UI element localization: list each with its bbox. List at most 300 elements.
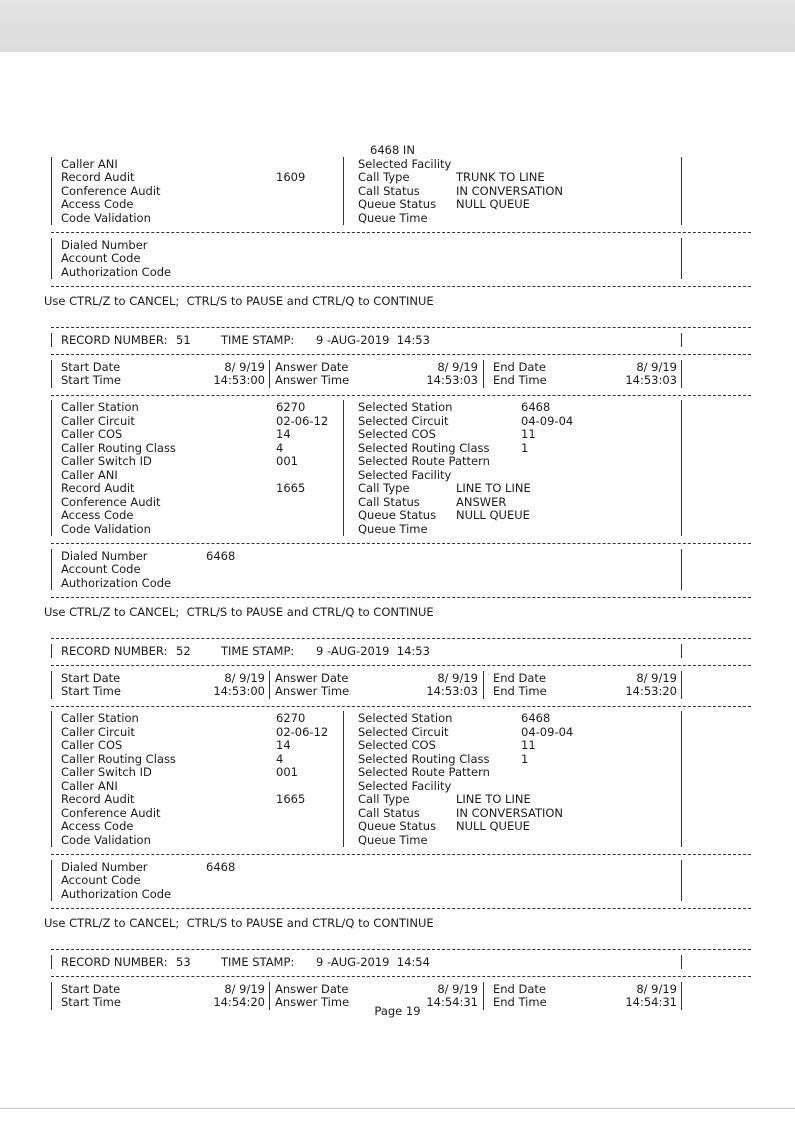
column-separator bbox=[681, 887, 682, 902]
answer-date-label: Answer Date bbox=[275, 981, 349, 996]
selected-facility-label: Selected Facility bbox=[358, 467, 452, 482]
selected-facility-label: Selected Facility bbox=[358, 778, 452, 793]
answer-time-label: Answer Time bbox=[275, 373, 350, 387]
record-number-label: RECORD NUMBER: bbox=[61, 954, 168, 969]
column-separator bbox=[343, 725, 344, 740]
column-separator bbox=[51, 414, 52, 429]
record-line bbox=[51, 726, 751, 740]
column-separator bbox=[343, 819, 344, 834]
column-separator bbox=[51, 549, 52, 564]
column-separator bbox=[681, 373, 682, 388]
column-separator bbox=[343, 211, 344, 226]
column-separator bbox=[681, 752, 682, 767]
answer-date-value: 8/ 9/19 bbox=[437, 981, 478, 996]
call-type-value: TRUNK TO LINE bbox=[456, 170, 545, 184]
record-audit-value: 1665 bbox=[276, 481, 306, 495]
dashed-rule bbox=[51, 279, 751, 293]
column-separator bbox=[343, 752, 344, 767]
column-separator bbox=[681, 238, 682, 253]
record-line bbox=[51, 239, 751, 253]
record-line bbox=[51, 712, 751, 726]
end-time-value: 14:54:31 bbox=[625, 995, 677, 1009]
column-separator bbox=[343, 806, 344, 821]
record-number-value: 53 bbox=[176, 954, 191, 969]
column-separator bbox=[681, 873, 682, 888]
end-date-label: End Date bbox=[493, 981, 546, 996]
selected-cos-label: Selected COS bbox=[358, 427, 436, 441]
call-status-value: ANSWER bbox=[456, 494, 507, 509]
selected-route-pattern-label: Selected Route Pattern bbox=[358, 454, 490, 468]
call-type-value: LINE TO LINE bbox=[456, 481, 531, 495]
queue-status-value: NULL QUEUE bbox=[456, 508, 530, 522]
caller-station-label: Caller Station bbox=[61, 711, 139, 725]
column-separator bbox=[51, 860, 52, 875]
answer-date-value: 8/ 9/19 bbox=[437, 670, 478, 685]
dialed-number-label: Dialed Number bbox=[61, 237, 148, 252]
time-stamp-label: TIME STAMP: bbox=[221, 332, 295, 347]
column-separator bbox=[681, 197, 682, 212]
selected-cos-label: Selected COS bbox=[358, 738, 436, 752]
start-time-value: 14:54:20 bbox=[213, 995, 265, 1009]
selected-circuit-label: Selected Circuit bbox=[358, 724, 449, 739]
conference-audit-label: Conference Audit bbox=[61, 494, 161, 509]
column-separator bbox=[51, 197, 52, 212]
end-time-label: End Time bbox=[493, 373, 547, 387]
call-record-block bbox=[44, 320, 751, 619]
column-separator bbox=[269, 684, 270, 699]
column-separator bbox=[51, 752, 52, 767]
time-stamp-label: TIME STAMP: bbox=[221, 954, 295, 969]
column-separator bbox=[681, 833, 682, 848]
column-separator bbox=[681, 549, 682, 564]
dashed-rule bbox=[51, 901, 751, 915]
column-separator bbox=[343, 495, 344, 510]
column-separator bbox=[681, 792, 682, 807]
column-separator bbox=[269, 671, 270, 686]
column-separator bbox=[681, 481, 682, 496]
column-separator bbox=[681, 251, 682, 266]
column-separator bbox=[51, 441, 52, 456]
column-separator bbox=[51, 454, 52, 469]
column-separator bbox=[51, 238, 52, 253]
column-separator bbox=[51, 833, 52, 848]
queue-status-value: NULL QUEUE bbox=[456, 197, 530, 211]
column-separator bbox=[51, 982, 52, 997]
record-line bbox=[51, 469, 751, 483]
record-line bbox=[51, 415, 751, 429]
time-stamp-label: TIME STAMP: bbox=[221, 643, 295, 658]
record-line bbox=[51, 793, 751, 807]
record-line bbox=[51, 171, 751, 185]
record-audit-label: Record Audit bbox=[61, 170, 135, 184]
column-separator bbox=[681, 360, 682, 375]
end-date-label: End Date bbox=[493, 359, 546, 374]
column-separator bbox=[51, 765, 52, 780]
dashed-rule bbox=[51, 699, 751, 713]
column-separator bbox=[51, 711, 52, 726]
record-line bbox=[51, 983, 751, 997]
selected-route-pattern-label: Selected Route Pattern bbox=[358, 765, 490, 779]
time-stamp-value: 9 -AUG-2019 14:53 bbox=[316, 643, 430, 658]
column-separator bbox=[343, 197, 344, 212]
column-separator bbox=[681, 211, 682, 226]
caller-routing-class-value: 4 bbox=[276, 751, 284, 766]
column-separator bbox=[51, 738, 52, 753]
column-separator bbox=[343, 170, 344, 185]
column-separator bbox=[51, 576, 52, 591]
record-line bbox=[51, 834, 751, 848]
dashed-rule bbox=[51, 631, 751, 645]
end-date-value: 8/ 9/19 bbox=[636, 670, 677, 685]
dashed-rule bbox=[51, 225, 751, 239]
record-line bbox=[51, 361, 751, 375]
selected-circuit-value: 04-09-04 bbox=[521, 413, 574, 428]
record-audit-value: 1665 bbox=[276, 792, 306, 806]
record-line bbox=[51, 334, 751, 348]
column-separator bbox=[681, 454, 682, 469]
dashed-rule bbox=[51, 320, 751, 334]
selected-facility-label: Selected Facility bbox=[358, 156, 452, 171]
start-date-label: Start Date bbox=[61, 359, 121, 374]
selected-routing-class-label: Selected Routing Class bbox=[358, 440, 490, 455]
column-separator bbox=[51, 684, 52, 699]
column-separator bbox=[483, 360, 484, 375]
call-status-label: Call Status bbox=[358, 494, 420, 509]
column-separator bbox=[51, 495, 52, 510]
selected-station-label: Selected Station bbox=[358, 400, 453, 414]
start-date-label: Start Date bbox=[61, 670, 121, 685]
scan-top-band bbox=[0, 0, 795, 52]
end-time-value: 14:53:20 bbox=[625, 684, 677, 698]
start-time-label: Start Time bbox=[61, 684, 121, 698]
column-separator bbox=[51, 887, 52, 902]
column-separator bbox=[269, 982, 270, 997]
selected-station-value: 6468 bbox=[521, 711, 551, 725]
scan-bottom-line bbox=[0, 1108, 795, 1109]
column-separator bbox=[681, 671, 682, 686]
caller-cos-value: 14 bbox=[276, 427, 291, 441]
caller-station-value: 6270 bbox=[276, 400, 306, 414]
column-separator bbox=[51, 522, 52, 537]
call-type-label: Call Type bbox=[358, 792, 410, 806]
column-separator bbox=[343, 765, 344, 780]
call-type-value: LINE TO LINE bbox=[456, 792, 531, 806]
record-line bbox=[51, 144, 751, 158]
record-audit-label: Record Audit bbox=[61, 792, 135, 806]
start-date-label: Start Date bbox=[61, 981, 121, 996]
caller-station-label: Caller Station bbox=[61, 400, 139, 414]
column-separator bbox=[681, 414, 682, 429]
conference-audit-label: Conference Audit bbox=[61, 183, 161, 198]
authorization-code-label: Authorization Code bbox=[61, 264, 172, 279]
record-number-label: RECORD NUMBER: bbox=[61, 643, 168, 658]
column-separator bbox=[343, 441, 344, 456]
record-line bbox=[51, 252, 751, 266]
selected-station-value: 6468 bbox=[521, 400, 551, 414]
record-line bbox=[51, 523, 751, 537]
caller-cos-label: Caller COS bbox=[61, 427, 123, 441]
record-line bbox=[51, 401, 751, 415]
page-number: Page 19 bbox=[374, 1004, 421, 1018]
end-date-value: 8/ 9/19 bbox=[636, 359, 677, 374]
dashed-rule bbox=[51, 847, 751, 861]
record-line bbox=[51, 861, 751, 875]
record-line bbox=[51, 212, 751, 226]
end-date-label: End Date bbox=[493, 670, 546, 685]
call-record-printout bbox=[44, 143, 751, 1010]
column-separator bbox=[51, 671, 52, 686]
call-status-value: IN CONVERSATION bbox=[456, 183, 564, 198]
record-line bbox=[51, 820, 751, 834]
column-separator bbox=[269, 360, 270, 375]
record-line bbox=[51, 672, 751, 686]
answer-time-value: 14:53:03 bbox=[426, 373, 478, 387]
caller-ani-label: Caller ANI bbox=[61, 778, 118, 793]
column-separator bbox=[51, 170, 52, 185]
code-validation-label: Code Validation bbox=[61, 832, 151, 847]
column-separator bbox=[681, 468, 682, 483]
caller-ani-label: Caller ANI bbox=[61, 156, 118, 171]
call-record-block bbox=[51, 942, 751, 1010]
column-separator bbox=[681, 427, 682, 442]
column-separator bbox=[51, 562, 52, 577]
column-separator bbox=[681, 711, 682, 726]
account-code-label: Account Code bbox=[61, 873, 141, 887]
column-separator bbox=[343, 184, 344, 199]
record-line bbox=[51, 158, 751, 172]
column-separator bbox=[51, 508, 52, 523]
queue-time-label: Queue Time bbox=[358, 521, 428, 536]
dashed-rule bbox=[51, 969, 751, 983]
call-status-value: IN CONVERSATION bbox=[456, 805, 564, 820]
column-separator bbox=[681, 495, 682, 510]
caller-switch-id-value: 001 bbox=[276, 765, 298, 779]
start-date-value: 8/ 9/19 bbox=[224, 359, 265, 374]
column-separator bbox=[681, 508, 682, 523]
record-line bbox=[51, 374, 751, 388]
column-separator bbox=[681, 576, 682, 591]
column-separator bbox=[681, 562, 682, 577]
column-separator bbox=[51, 427, 52, 442]
column-separator bbox=[681, 955, 682, 970]
call-type-label: Call Type bbox=[358, 170, 410, 184]
ctrl-instruction-line: Use CTRL/Z to CANCEL; CTRL/S to PAUSE and CTRL/Q to CONTINUE bbox=[44, 915, 434, 930]
time-stamp-value: 9 -AUG-2019 14:53 bbox=[316, 332, 430, 347]
column-separator bbox=[51, 157, 52, 172]
record-line bbox=[51, 766, 751, 780]
column-separator bbox=[483, 684, 484, 699]
answer-time-label: Answer Time bbox=[275, 684, 350, 698]
answer-time-label: Answer Time bbox=[275, 995, 350, 1009]
dashed-rule bbox=[51, 658, 751, 672]
queue-status-label: Queue Status bbox=[358, 508, 437, 522]
time-stamp-value: 9 -AUG-2019 14:54 bbox=[316, 954, 430, 969]
column-separator bbox=[343, 427, 344, 442]
column-separator bbox=[51, 265, 52, 280]
dialed-number-value: 6468 bbox=[206, 548, 236, 563]
caller-circuit-label: Caller Circuit bbox=[61, 413, 135, 428]
start-time-label: Start Time bbox=[61, 373, 121, 387]
column-separator bbox=[681, 819, 682, 834]
dashed-rule bbox=[51, 347, 751, 361]
caller-cos-value: 14 bbox=[276, 738, 291, 752]
record-audit-value: 1609 bbox=[276, 170, 306, 184]
record-line bbox=[51, 888, 751, 902]
column-separator bbox=[343, 522, 344, 537]
access-code-label: Access Code bbox=[61, 197, 134, 211]
conference-audit-label: Conference Audit bbox=[61, 805, 161, 820]
column-separator bbox=[681, 170, 682, 185]
column-separator bbox=[343, 468, 344, 483]
start-time-value: 14:53:00 bbox=[213, 684, 265, 698]
ctrl-instruction-line: Use CTRL/Z to CANCEL; CTRL/S to PAUSE and CTRL/Q to CONTINUE bbox=[44, 604, 434, 619]
answer-time-value: 14:54:31 bbox=[426, 995, 478, 1009]
column-separator bbox=[51, 333, 52, 348]
call-status-label: Call Status bbox=[358, 183, 420, 198]
column-separator bbox=[51, 481, 52, 496]
column-separator bbox=[483, 982, 484, 997]
record-line bbox=[51, 509, 751, 523]
column-separator bbox=[483, 671, 484, 686]
caller-circuit-value: 02-06-12 bbox=[276, 413, 329, 428]
authorization-code-label: Authorization Code bbox=[61, 575, 172, 590]
column-separator bbox=[681, 738, 682, 753]
column-separator bbox=[681, 725, 682, 740]
caller-ani-label: Caller ANI bbox=[61, 467, 118, 482]
selected-routing-class-value: 1 bbox=[521, 440, 529, 455]
column-separator bbox=[343, 454, 344, 469]
dashed-rule bbox=[51, 590, 751, 604]
account-code-label: Account Code bbox=[61, 251, 141, 265]
column-separator bbox=[483, 373, 484, 388]
selected-cos-value: 11 bbox=[521, 427, 536, 441]
record-number-value: 52 bbox=[176, 643, 191, 658]
column-separator bbox=[343, 157, 344, 172]
caller-circuit-label: Caller Circuit bbox=[61, 724, 135, 739]
column-separator bbox=[269, 373, 270, 388]
dialed-number-label: Dialed Number bbox=[61, 859, 148, 874]
column-separator bbox=[681, 982, 682, 997]
answer-date-label: Answer Date bbox=[275, 359, 349, 374]
record-audit-label: Record Audit bbox=[61, 481, 135, 495]
column-separator bbox=[51, 373, 52, 388]
access-code-label: Access Code bbox=[61, 819, 134, 833]
queue-status-value: NULL QUEUE bbox=[456, 819, 530, 833]
column-separator bbox=[681, 441, 682, 456]
access-code-label: Access Code bbox=[61, 508, 134, 522]
column-separator bbox=[681, 684, 682, 699]
call-type-label: Call Type bbox=[358, 481, 410, 495]
column-separator bbox=[51, 400, 52, 415]
caller-routing-class-label: Caller Routing Class bbox=[61, 440, 176, 455]
authorization-code-label: Authorization Code bbox=[61, 886, 172, 901]
caller-circuit-value: 02-06-12 bbox=[276, 724, 329, 739]
column-separator bbox=[681, 522, 682, 537]
record-line bbox=[51, 780, 751, 794]
column-separator bbox=[51, 779, 52, 794]
selected-circuit-label: Selected Circuit bbox=[358, 413, 449, 428]
start-date-value: 8/ 9/19 bbox=[224, 981, 265, 996]
selected-routing-class-value: 1 bbox=[521, 751, 529, 766]
caller-routing-class-label: Caller Routing Class bbox=[61, 751, 176, 766]
record-line bbox=[51, 807, 751, 821]
column-separator bbox=[51, 955, 52, 970]
column-separator bbox=[343, 400, 344, 415]
column-separator bbox=[343, 779, 344, 794]
start-time-label: Start Time bbox=[61, 995, 121, 1009]
record-line bbox=[51, 266, 751, 280]
record-line bbox=[51, 577, 751, 591]
column-separator bbox=[51, 644, 52, 659]
partial-record bbox=[44, 143, 751, 308]
column-separator bbox=[51, 873, 52, 888]
queue-time-label: Queue Time bbox=[358, 210, 428, 225]
code-validation-label: Code Validation bbox=[61, 210, 151, 225]
selected-routing-class-label: Selected Routing Class bbox=[358, 751, 490, 766]
column-separator bbox=[343, 414, 344, 429]
call-status-label: Call Status bbox=[358, 805, 420, 820]
record-number-value: 51 bbox=[176, 332, 191, 347]
column-separator bbox=[51, 468, 52, 483]
caller-switch-id-label: Caller Switch ID bbox=[61, 454, 152, 468]
record-line bbox=[51, 185, 751, 199]
record-number-label: RECORD NUMBER: bbox=[61, 332, 168, 347]
dashed-rule bbox=[51, 942, 751, 956]
record-line bbox=[51, 496, 751, 510]
column-separator bbox=[343, 833, 344, 848]
ctrl-instruction-line: Use CTRL/Z to CANCEL; CTRL/S to PAUSE and CTRL/Q to CONTINUE bbox=[44, 293, 434, 308]
column-separator bbox=[681, 333, 682, 348]
column-separator bbox=[681, 644, 682, 659]
end-time-label: End Time bbox=[493, 995, 547, 1009]
column-separator bbox=[681, 400, 682, 415]
queue-time-label: Queue Time bbox=[358, 832, 428, 847]
record-line bbox=[51, 739, 751, 753]
column-separator bbox=[51, 251, 52, 266]
column-separator bbox=[51, 819, 52, 834]
start-date-value: 8/ 9/19 bbox=[224, 670, 265, 685]
queue-status-label: Queue Status bbox=[358, 197, 437, 211]
start-time-value: 14:53:00 bbox=[213, 373, 265, 387]
code-validation-label: Code Validation bbox=[61, 521, 151, 536]
caller-switch-id-label: Caller Switch ID bbox=[61, 765, 152, 779]
record-line bbox=[51, 685, 751, 699]
end-time-value: 14:53:03 bbox=[625, 373, 677, 387]
column-separator bbox=[681, 157, 682, 172]
call-record-block bbox=[44, 631, 751, 930]
column-separator bbox=[51, 725, 52, 740]
record-line bbox=[51, 753, 751, 767]
column-separator bbox=[343, 792, 344, 807]
dialed-number-label: Dialed Number bbox=[61, 548, 148, 563]
record-line bbox=[51, 428, 751, 442]
column-separator bbox=[681, 860, 682, 875]
answer-date-value: 8/ 9/19 bbox=[437, 359, 478, 374]
answer-date-label: Answer Date bbox=[275, 670, 349, 685]
column-separator bbox=[681, 265, 682, 280]
queue-status-label: Queue Status bbox=[358, 819, 437, 833]
selected-circuit-value: 04-09-04 bbox=[521, 724, 574, 739]
account-code-label: Account Code bbox=[61, 562, 141, 576]
column-separator bbox=[51, 211, 52, 226]
dashed-rule bbox=[51, 388, 751, 402]
record-line bbox=[51, 442, 751, 456]
caller-switch-id-value: 001 bbox=[276, 454, 298, 468]
dashed-rule bbox=[51, 536, 751, 550]
selected-station-label: Selected Station bbox=[358, 711, 453, 725]
column-separator bbox=[51, 184, 52, 199]
selected-cos-value: 11 bbox=[521, 738, 536, 752]
